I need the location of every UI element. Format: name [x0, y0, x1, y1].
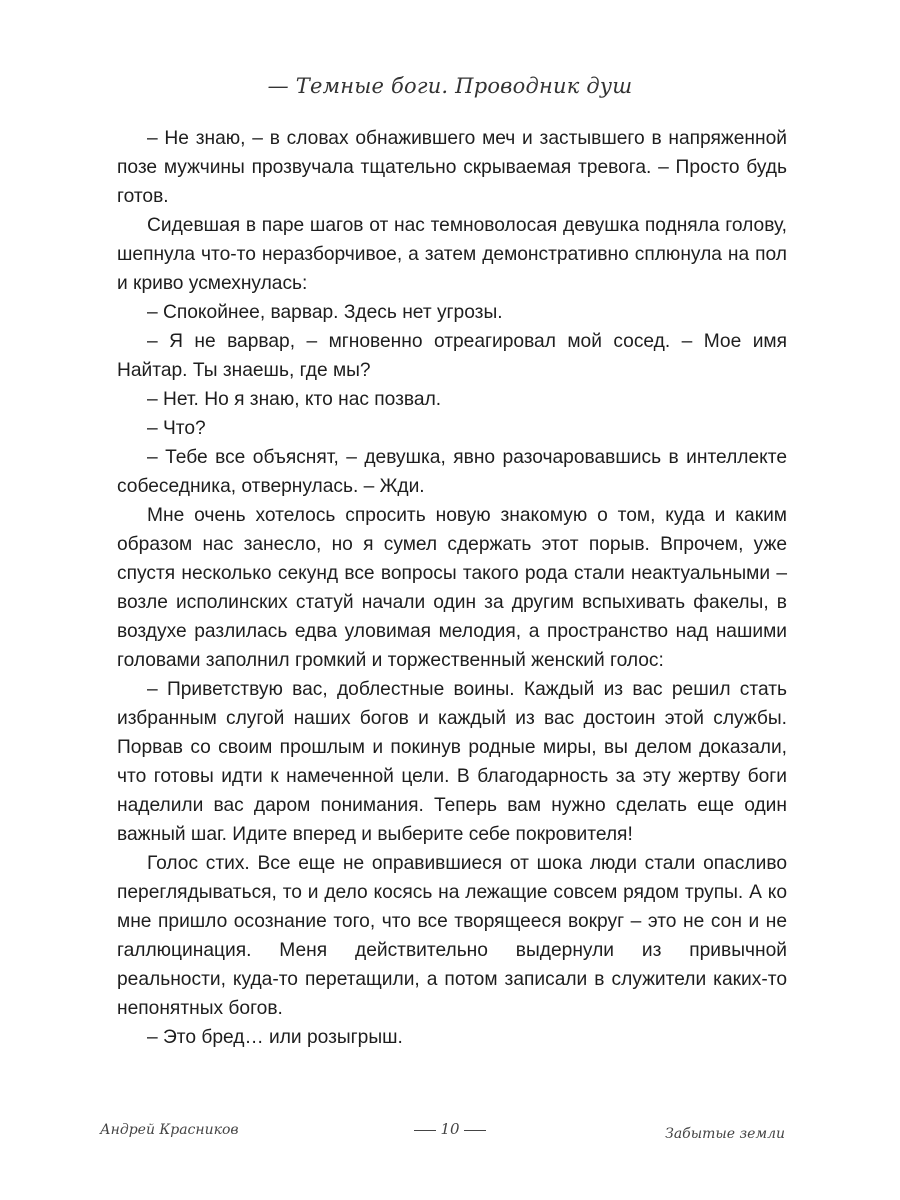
footer-series: Забытые земли [665, 1126, 785, 1142]
paragraph: – Не знаю, – в словах обнажившего меч и застывшего в напряженной позе мужчины прозвучала тщательно скрываемая тревога. – Просто будь готов. [117, 128, 787, 207]
paragraph: – Я не варвар, – мгновенно отреагировал мой сосед. – Мое имя Найтар. Ты знаешь, где мы? [117, 331, 787, 381]
paragraph: Сидевшая в паре шагов от нас темноволосая девушка подняла голову, шепнула что-то неразборчивое, а затем демонстративно сплюнула на пол и криво усмехнулась: [117, 215, 787, 294]
paragraph: – Спокойнее, варвар. Здесь нет угрозы. [147, 302, 503, 323]
paragraph: Голос стих. Все еще не оправившиеся от шока люди стали опасливо переглядываться, то и дело косясь на лежащие совсем рядом трупы. А ко мне пришло осознание того, что все творящееся вокруг – это не сон и не галлюцинация. Меня действительно выдернули из привычной реальности, куда-то перетащили, а потом записали в служители каких-то непонятных богов. [117, 853, 787, 1019]
footer-author: Андрей Красников [100, 1122, 239, 1138]
page-number-rule-left [414, 1130, 436, 1131]
paragraph: – Нет. Но я знаю, кто нас позвал. [147, 389, 442, 410]
page-footer [0, 1120, 900, 1150]
page-number-rule-right [464, 1130, 486, 1131]
paragraph: Мне очень хотелось спросить новую знакомую о том, куда и каким образом нас занесло, но я сумел сдержать этот порыв. Впрочем, уже спустя несколько секунд все вопросы такого рода стали неактуальными – возле исполинских статуй начали один за другим вспыхивать факелы, в воздухе разлилась едва уловимая мелодия, а пространство над нашими головами заполнил громкий и торжественный женский голос: [117, 505, 787, 671]
body-text [117, 124, 787, 1052]
paragraph: – Это бред… или розыгрыш. [147, 1027, 403, 1048]
paragraph: – Тебе все объяснят, – девушка, явно разочаровавшись в интеллекте собеседника, отвернулась. – Жди. [117, 447, 787, 497]
paragraph: – Что? [147, 418, 206, 439]
running-title: — Темные боги. Проводник душ [267, 74, 633, 98]
paragraph: – Приветствую вас, доблестные воины. Каждый из вас решил стать избранным слугой наших богов и каждый из вас достоин этой службы. Порвав со своим прошлым и покинув родные миры, вы делом доказали, что готовы идти к намеченной цели. В благодарность за эту жертву боги наделили вас даром понимания. Теперь вам нужно сделать еще один важный шаг. Идите вперед и выберите себе покровителя! [117, 679, 787, 845]
page-number: 10 [440, 1120, 460, 1138]
